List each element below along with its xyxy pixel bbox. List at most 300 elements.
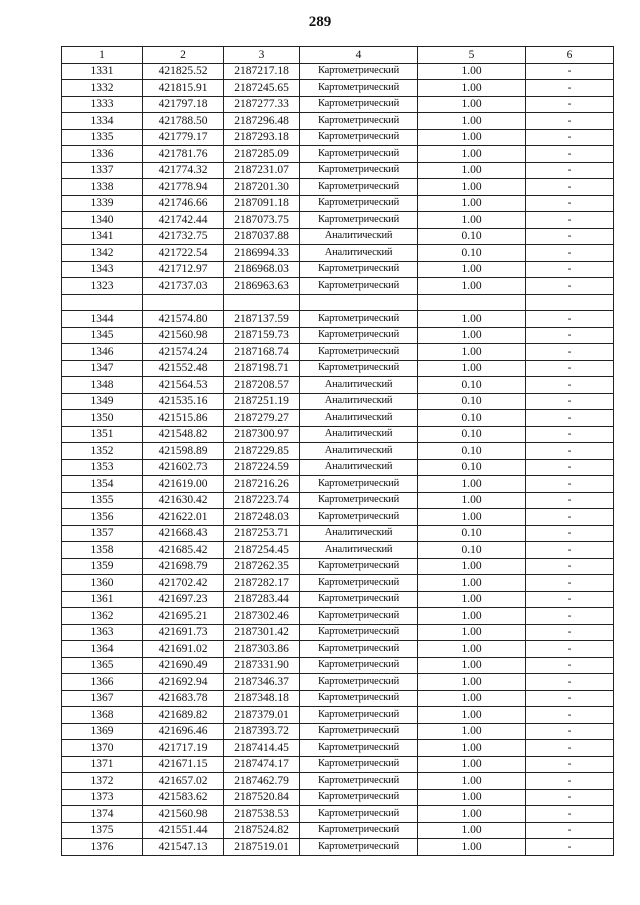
point-number-cell: 1375 (62, 822, 143, 839)
note-cell: - (526, 591, 614, 608)
table-row (62, 63, 614, 80)
method-cell: Картометрический (300, 492, 418, 509)
x-coordinate-cell: 421630.42 (143, 492, 224, 509)
table-row (62, 839, 614, 856)
accuracy-cell: 1.00 (418, 63, 526, 80)
y-coordinate-cell: 2187285.09 (224, 146, 300, 163)
method-cell: Картометрический (300, 839, 418, 856)
y-coordinate-cell: 2187519.01 (224, 839, 300, 856)
point-number-cell: 1376 (62, 839, 143, 856)
point-number-cell: 1366 (62, 674, 143, 691)
point-number-cell: 1332 (62, 80, 143, 97)
table-row (62, 195, 614, 212)
point-number-cell: 1347 (62, 360, 143, 377)
table-row (62, 245, 614, 262)
table-row (62, 509, 614, 526)
note-cell: - (526, 393, 614, 410)
method-cell: Картометрический (300, 690, 418, 707)
method-cell: Картометрический (300, 789, 418, 806)
y-coordinate-cell: 2186968.03 (224, 261, 300, 278)
point-number-cell: 1359 (62, 558, 143, 575)
x-coordinate-cell: 421560.98 (143, 806, 224, 823)
x-coordinate-cell: 421602.73 (143, 459, 224, 476)
point-number-cell: 1346 (62, 344, 143, 361)
note-cell: - (526, 129, 614, 146)
point-number-cell: 1352 (62, 443, 143, 460)
method-cell: Картометрический (300, 822, 418, 839)
note-cell: - (526, 789, 614, 806)
y-coordinate-cell: 2187037.88 (224, 228, 300, 245)
table-row (62, 393, 614, 410)
accuracy-cell (418, 294, 526, 311)
header-col-5: 5 (418, 47, 526, 64)
y-coordinate-cell: 2187208.57 (224, 377, 300, 394)
accuracy-cell: 1.00 (418, 146, 526, 163)
x-coordinate-cell: 421551.44 (143, 822, 224, 839)
accuracy-cell: 0.10 (418, 426, 526, 443)
table-row (62, 113, 614, 130)
y-coordinate-cell: 2187224.59 (224, 459, 300, 476)
table-row (62, 476, 614, 493)
point-number-cell: 1350 (62, 410, 143, 427)
x-coordinate-cell: 421671.15 (143, 756, 224, 773)
accuracy-cell: 1.00 (418, 327, 526, 344)
point-number-cell: 1368 (62, 707, 143, 724)
x-coordinate-cell: 421695.21 (143, 608, 224, 625)
note-cell: - (526, 690, 614, 707)
accuracy-cell: 1.00 (418, 822, 526, 839)
note-cell: - (526, 327, 614, 344)
method-cell: Картометрический (300, 624, 418, 641)
accuracy-cell: 0.10 (418, 228, 526, 245)
point-number-cell: 1334 (62, 113, 143, 130)
note-cell: - (526, 476, 614, 493)
coordinates-table (61, 46, 614, 856)
note-cell: - (526, 822, 614, 839)
table-row (62, 278, 614, 295)
table-row (62, 624, 614, 641)
y-coordinate-cell: 2187251.19 (224, 393, 300, 410)
method-cell: Аналитический (300, 393, 418, 410)
x-coordinate-cell: 421737.03 (143, 278, 224, 295)
y-coordinate-cell (224, 294, 300, 311)
method-cell: Аналитический (300, 377, 418, 394)
point-number-cell: 1361 (62, 591, 143, 608)
point-number-cell: 1369 (62, 723, 143, 740)
x-coordinate-cell: 421702.42 (143, 575, 224, 592)
note-cell: - (526, 360, 614, 377)
point-number-cell: 1372 (62, 773, 143, 790)
table-header (62, 47, 614, 64)
point-number-cell: 1336 (62, 146, 143, 163)
y-coordinate-cell: 2186963.63 (224, 278, 300, 295)
accuracy-cell: 1.00 (418, 723, 526, 740)
table-row (62, 212, 614, 229)
point-number-cell (62, 294, 143, 311)
accuracy-cell: 0.10 (418, 410, 526, 427)
x-coordinate-cell: 421547.13 (143, 839, 224, 856)
method-cell: Картометрический (300, 674, 418, 691)
accuracy-cell: 1.00 (418, 129, 526, 146)
note-cell: - (526, 674, 614, 691)
x-coordinate-cell: 421619.00 (143, 476, 224, 493)
x-coordinate-cell: 421815.91 (143, 80, 224, 97)
accuracy-cell: 1.00 (418, 509, 526, 526)
point-number-cell: 1337 (62, 162, 143, 179)
y-coordinate-cell: 2187168.74 (224, 344, 300, 361)
x-coordinate-cell: 421732.75 (143, 228, 224, 245)
point-number-cell: 1358 (62, 542, 143, 559)
method-cell: Картометрический (300, 195, 418, 212)
y-coordinate-cell: 2187201.30 (224, 179, 300, 196)
point-number-cell: 1363 (62, 624, 143, 641)
accuracy-cell: 1.00 (418, 591, 526, 608)
accuracy-cell: 1.00 (418, 80, 526, 97)
table-row (62, 327, 614, 344)
y-coordinate-cell: 2187073.75 (224, 212, 300, 229)
method-cell: Картометрический (300, 360, 418, 377)
method-cell: Аналитический (300, 525, 418, 542)
x-coordinate-cell: 421690.49 (143, 657, 224, 674)
y-coordinate-cell: 2187137.59 (224, 311, 300, 328)
x-coordinate-cell: 421698.79 (143, 558, 224, 575)
point-number-cell: 1341 (62, 228, 143, 245)
method-cell: Картометрический (300, 327, 418, 344)
x-coordinate-cell: 421685.42 (143, 542, 224, 559)
table-row (62, 707, 614, 724)
point-number-cell: 1335 (62, 129, 143, 146)
accuracy-cell: 1.00 (418, 195, 526, 212)
y-coordinate-cell: 2187393.72 (224, 723, 300, 740)
note-cell: - (526, 723, 614, 740)
method-cell: Картометрический (300, 575, 418, 592)
x-coordinate-cell: 421535.16 (143, 393, 224, 410)
y-coordinate-cell: 2187538.53 (224, 806, 300, 823)
y-coordinate-cell: 2187159.73 (224, 327, 300, 344)
method-cell: Картометрический (300, 278, 418, 295)
note-cell: - (526, 96, 614, 113)
accuracy-cell: 1.00 (418, 360, 526, 377)
method-cell: Картометрический (300, 96, 418, 113)
y-coordinate-cell: 2187254.45 (224, 542, 300, 559)
header-col-1: 1 (62, 47, 143, 64)
method-cell: Картометрический (300, 773, 418, 790)
table-row (62, 756, 614, 773)
table-row (62, 459, 614, 476)
accuracy-cell: 1.00 (418, 113, 526, 130)
method-cell: Картометрический (300, 80, 418, 97)
x-coordinate-cell: 421774.32 (143, 162, 224, 179)
header-col-6: 6 (526, 47, 614, 64)
note-cell: - (526, 212, 614, 229)
method-cell: Картометрический (300, 261, 418, 278)
table-row (62, 146, 614, 163)
x-coordinate-cell: 421797.18 (143, 96, 224, 113)
accuracy-cell: 1.00 (418, 575, 526, 592)
x-coordinate-cell: 421515.86 (143, 410, 224, 427)
y-coordinate-cell: 2187524.82 (224, 822, 300, 839)
y-coordinate-cell: 2187474.17 (224, 756, 300, 773)
accuracy-cell: 1.00 (418, 261, 526, 278)
point-number-cell: 1323 (62, 278, 143, 295)
accuracy-cell: 1.00 (418, 558, 526, 575)
y-coordinate-cell: 2187217.18 (224, 63, 300, 80)
point-number-cell: 1343 (62, 261, 143, 278)
x-coordinate-cell: 421583.62 (143, 789, 224, 806)
table-row (62, 311, 614, 328)
note-cell: - (526, 509, 614, 526)
accuracy-cell: 1.00 (418, 344, 526, 361)
note-cell: - (526, 542, 614, 559)
note-cell: - (526, 624, 614, 641)
y-coordinate-cell: 2187300.97 (224, 426, 300, 443)
accuracy-cell: 1.00 (418, 608, 526, 625)
method-cell: Картометрический (300, 558, 418, 575)
accuracy-cell: 0.10 (418, 245, 526, 262)
table-row (62, 723, 614, 740)
method-cell: Картометрический (300, 129, 418, 146)
table-row (62, 773, 614, 790)
table-row (62, 344, 614, 361)
x-coordinate-cell: 421574.80 (143, 311, 224, 328)
method-cell: Картометрический (300, 113, 418, 130)
table-row (62, 96, 614, 113)
accuracy-cell: 0.10 (418, 542, 526, 559)
y-coordinate-cell: 2187279.27 (224, 410, 300, 427)
note-cell: - (526, 492, 614, 509)
method-cell: Аналитический (300, 426, 418, 443)
y-coordinate-cell: 2187348.18 (224, 690, 300, 707)
method-cell: Картометрический (300, 740, 418, 757)
point-number-cell: 1356 (62, 509, 143, 526)
x-coordinate-cell: 421712.97 (143, 261, 224, 278)
y-coordinate-cell: 2187331.90 (224, 657, 300, 674)
note-cell: - (526, 344, 614, 361)
y-coordinate-cell: 2187216.26 (224, 476, 300, 493)
table-row (62, 740, 614, 757)
x-coordinate-cell: 421552.48 (143, 360, 224, 377)
x-coordinate-cell: 421788.50 (143, 113, 224, 130)
y-coordinate-cell: 2187303.86 (224, 641, 300, 658)
table-row (62, 179, 614, 196)
note-cell: - (526, 179, 614, 196)
point-number-cell: 1360 (62, 575, 143, 592)
note-cell: - (526, 311, 614, 328)
y-coordinate-cell: 2187262.35 (224, 558, 300, 575)
point-number-cell: 1357 (62, 525, 143, 542)
y-coordinate-cell: 2187229.85 (224, 443, 300, 460)
point-number-cell: 1333 (62, 96, 143, 113)
x-coordinate-cell: 421825.52 (143, 63, 224, 80)
x-coordinate-cell: 421692.94 (143, 674, 224, 691)
x-coordinate-cell (143, 294, 224, 311)
accuracy-cell: 0.10 (418, 393, 526, 410)
note-cell: - (526, 228, 614, 245)
accuracy-cell: 1.00 (418, 311, 526, 328)
point-number-cell: 1370 (62, 740, 143, 757)
header-col-3: 3 (224, 47, 300, 64)
note-cell: - (526, 245, 614, 262)
method-cell: Картометрический (300, 476, 418, 493)
header-col-2: 2 (143, 47, 224, 64)
table-row (62, 443, 614, 460)
note-cell: - (526, 443, 614, 460)
x-coordinate-cell: 421560.98 (143, 327, 224, 344)
note-cell: - (526, 278, 614, 295)
table-row (62, 558, 614, 575)
table-row (62, 591, 614, 608)
note-cell: - (526, 806, 614, 823)
note-cell: - (526, 410, 614, 427)
x-coordinate-cell: 421746.66 (143, 195, 224, 212)
table-row (62, 294, 614, 311)
note-cell: - (526, 525, 614, 542)
accuracy-cell: 1.00 (418, 212, 526, 229)
method-cell: Аналитический (300, 459, 418, 476)
note-cell: - (526, 80, 614, 97)
method-cell: Аналитический (300, 228, 418, 245)
point-number-cell: 1345 (62, 327, 143, 344)
note-cell: - (526, 146, 614, 163)
point-number-cell: 1339 (62, 195, 143, 212)
table-row (62, 80, 614, 97)
accuracy-cell: 1.00 (418, 839, 526, 856)
accuracy-cell: 1.00 (418, 179, 526, 196)
method-cell: Картометрический (300, 162, 418, 179)
note-cell: - (526, 162, 614, 179)
y-coordinate-cell: 2187091.18 (224, 195, 300, 212)
note-cell: - (526, 195, 614, 212)
note-cell: - (526, 740, 614, 757)
method-cell: Аналитический (300, 443, 418, 460)
y-coordinate-cell: 2187346.37 (224, 674, 300, 691)
accuracy-cell: 1.00 (418, 773, 526, 790)
point-number-cell: 1354 (62, 476, 143, 493)
method-cell: Картометрический (300, 756, 418, 773)
point-number-cell: 1367 (62, 690, 143, 707)
point-number-cell: 1355 (62, 492, 143, 509)
x-coordinate-cell: 421697.23 (143, 591, 224, 608)
accuracy-cell: 1.00 (418, 756, 526, 773)
accuracy-cell: 1.00 (418, 96, 526, 113)
accuracy-cell: 0.10 (418, 525, 526, 542)
method-cell: Картометрический (300, 509, 418, 526)
accuracy-cell: 1.00 (418, 806, 526, 823)
x-coordinate-cell: 421691.02 (143, 641, 224, 658)
y-coordinate-cell: 2187296.48 (224, 113, 300, 130)
method-cell: Картометрический (300, 146, 418, 163)
y-coordinate-cell: 2187301.42 (224, 624, 300, 641)
note-cell: - (526, 641, 614, 658)
accuracy-cell: 0.10 (418, 377, 526, 394)
method-cell (300, 294, 418, 311)
method-cell: Картометрический (300, 806, 418, 823)
point-number-cell: 1349 (62, 393, 143, 410)
method-cell: Аналитический (300, 542, 418, 559)
y-coordinate-cell: 2187253.71 (224, 525, 300, 542)
note-cell: - (526, 608, 614, 625)
x-coordinate-cell: 421781.76 (143, 146, 224, 163)
y-coordinate-cell: 2187462.79 (224, 773, 300, 790)
x-coordinate-cell: 421683.78 (143, 690, 224, 707)
method-cell: Аналитический (300, 245, 418, 262)
method-cell: Картометрический (300, 179, 418, 196)
table-row (62, 492, 614, 509)
page-number: 289 (308, 14, 332, 30)
note-cell: - (526, 459, 614, 476)
table-row (62, 162, 614, 179)
note-cell: - (526, 756, 614, 773)
note-cell: - (526, 558, 614, 575)
table-row (62, 657, 614, 674)
table-row (62, 608, 614, 625)
y-coordinate-cell: 2187302.46 (224, 608, 300, 625)
method-cell: Картометрический (300, 591, 418, 608)
y-coordinate-cell: 2187245.65 (224, 80, 300, 97)
y-coordinate-cell: 2187379.01 (224, 707, 300, 724)
note-cell: - (526, 261, 614, 278)
accuracy-cell: 1.00 (418, 707, 526, 724)
point-number-cell: 1348 (62, 377, 143, 394)
note-cell: - (526, 575, 614, 592)
point-number-cell: 1351 (62, 426, 143, 443)
table-row (62, 228, 614, 245)
method-cell: Картометрический (300, 311, 418, 328)
method-cell: Картометрический (300, 344, 418, 361)
table-row (62, 377, 614, 394)
note-cell: - (526, 113, 614, 130)
x-coordinate-cell: 421668.43 (143, 525, 224, 542)
x-coordinate-cell: 421717.19 (143, 740, 224, 757)
point-number-cell: 1364 (62, 641, 143, 658)
note-cell: - (526, 839, 614, 856)
table-row (62, 542, 614, 559)
accuracy-cell: 1.00 (418, 476, 526, 493)
table-row (62, 690, 614, 707)
point-number-cell: 1340 (62, 212, 143, 229)
x-coordinate-cell: 421696.46 (143, 723, 224, 740)
table-row (62, 641, 614, 658)
accuracy-cell: 1.00 (418, 674, 526, 691)
note-cell: - (526, 773, 614, 790)
x-coordinate-cell: 421622.01 (143, 509, 224, 526)
table-row (62, 525, 614, 542)
point-number-cell: 1338 (62, 179, 143, 196)
method-cell: Картометрический (300, 641, 418, 658)
method-cell: Картометрический (300, 63, 418, 80)
x-coordinate-cell: 421657.02 (143, 773, 224, 790)
y-coordinate-cell: 2187293.18 (224, 129, 300, 146)
y-coordinate-cell: 2187283.44 (224, 591, 300, 608)
note-cell: - (526, 707, 614, 724)
y-coordinate-cell: 2187248.03 (224, 509, 300, 526)
y-coordinate-cell: 2187277.33 (224, 96, 300, 113)
point-number-cell: 1374 (62, 806, 143, 823)
method-cell: Картометрический (300, 657, 418, 674)
header-col-4: 4 (300, 47, 418, 64)
y-coordinate-cell: 2187198.71 (224, 360, 300, 377)
table-row (62, 426, 614, 443)
method-cell: Аналитический (300, 410, 418, 427)
x-coordinate-cell: 421691.73 (143, 624, 224, 641)
table-row (62, 360, 614, 377)
x-coordinate-cell: 421689.82 (143, 707, 224, 724)
accuracy-cell: 1.00 (418, 278, 526, 295)
accuracy-cell: 1.00 (418, 789, 526, 806)
point-number-cell: 1371 (62, 756, 143, 773)
accuracy-cell: 1.00 (418, 641, 526, 658)
table-row (62, 575, 614, 592)
